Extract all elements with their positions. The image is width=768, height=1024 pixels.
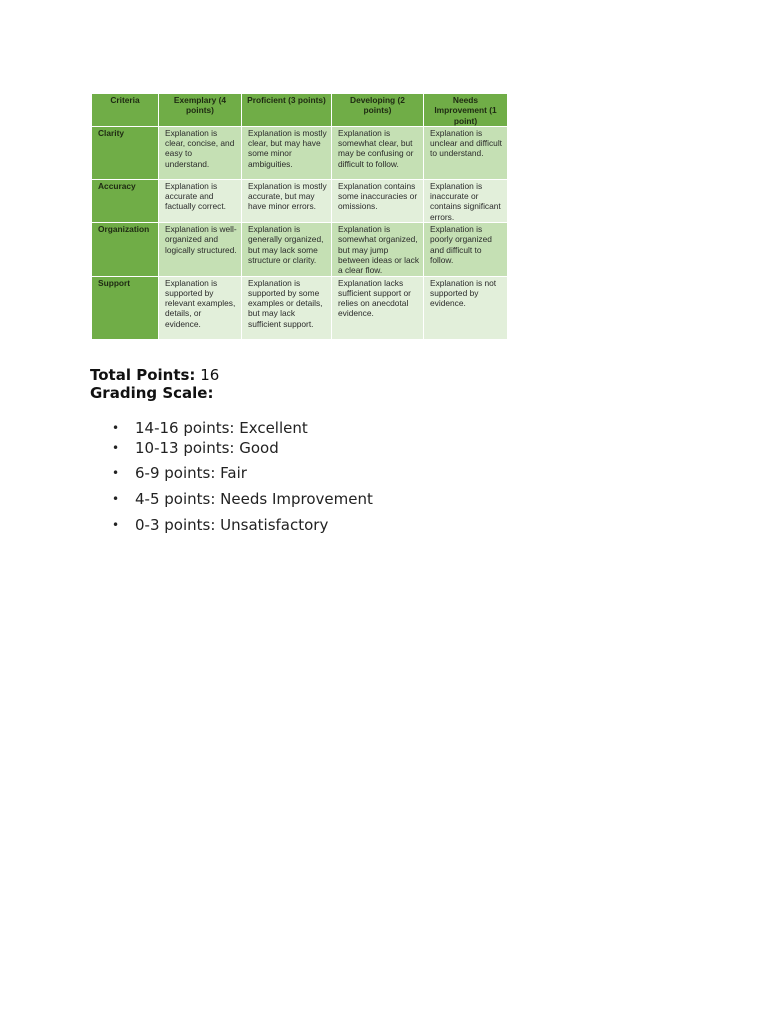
bullet-icon: • <box>112 441 120 455</box>
list-item <box>90 515 373 541</box>
list-item <box>90 418 373 438</box>
rubric-row-accuracy <box>92 179 508 222</box>
rubric-cell: Explanation is somewhat clear, but may be confusing or difficult to follow. <box>332 126 424 179</box>
grading-scale-heading: Grading Scale: <box>90 384 214 402</box>
criterion-label: Organization <box>92 223 159 276</box>
rubric-row-support <box>92 276 508 339</box>
scale-entry: 14-16 points: Excellent <box>135 419 308 437</box>
grading-scale-list <box>90 418 373 541</box>
rubric-cell: Explanation is accurate and factually correct. <box>159 179 242 222</box>
rubric-cell: Explanation is somewhat organized, but may jump between ideas or lack a clear flow. <box>332 223 424 276</box>
rubric-row-organization <box>92 223 508 276</box>
criterion-label: Accuracy <box>92 179 159 222</box>
header-criteria: Criteria <box>92 94 159 127</box>
bullet-icon: • <box>112 466 120 480</box>
rubric-cell: Explanation is mostly clear, but may have some minor ambiguities. <box>242 126 332 179</box>
list-item <box>90 489 373 515</box>
scale-entry: 10-13 points: Good <box>135 439 279 457</box>
criterion-label: Clarity <box>92 126 159 179</box>
rubric-header-row <box>92 94 508 127</box>
scale-entry: 0-3 points: Unsatisfactory <box>135 516 329 534</box>
list-item <box>90 438 373 463</box>
total-points-label: Total Points: <box>90 366 196 384</box>
list-item <box>90 463 373 489</box>
rubric-cell: Explanation is supported by some examples or details, but may lack sufficient support. <box>242 276 332 339</box>
rubric-cell: Explanation is mostly accurate, but may have minor errors. <box>242 179 332 222</box>
header-exemplary: Exemplary (4 points) <box>159 94 242 127</box>
rubric-cell: Explanation is unclear and difficult to understand. <box>424 126 508 179</box>
rubric-cell: Explanation is not supported by evidence. <box>424 276 508 339</box>
rubric-cell: Explanation is generally organized, but may lack some structure or clarity. <box>242 223 332 276</box>
rubric-cell: Explanation is clear, concise, and easy to understand. <box>159 126 242 179</box>
bullet-icon: • <box>112 421 120 435</box>
rubric-row-clarity <box>92 126 508 179</box>
header-developing: Developing (2 points) <box>332 94 424 127</box>
rubric-cell: Explanation is poorly organized and difficult to follow. <box>424 223 508 276</box>
rubric-cell: Explanation is well-organized and logically structured. <box>159 223 242 276</box>
scale-entry: 4-5 points: Needs Improvement <box>135 490 373 508</box>
header-needs-improvement: Needs Improvement (1 point) <box>424 94 508 127</box>
totals-block <box>90 366 219 402</box>
header-proficient: Proficient (3 points) <box>242 94 332 127</box>
criterion-label: Support <box>92 276 159 339</box>
rubric-cell: Explanation is inaccurate or contains significant errors. <box>424 179 508 222</box>
rubric-cell: Explanation contains some inaccuracies or omissions. <box>332 179 424 222</box>
total-points-line <box>90 366 219 384</box>
rubric-cell: Explanation is supported by relevant examples, details, or evidence. <box>159 276 242 339</box>
rubric-table <box>91 93 508 340</box>
rubric-cell: Explanation lacks sufficient support or relies on anecdotal evidence. <box>332 276 424 339</box>
total-points-value: 16 <box>200 366 220 384</box>
scale-entry: 6-9 points: Fair <box>135 464 247 482</box>
bullet-icon: • <box>112 492 120 506</box>
bullet-icon: • <box>112 518 120 532</box>
